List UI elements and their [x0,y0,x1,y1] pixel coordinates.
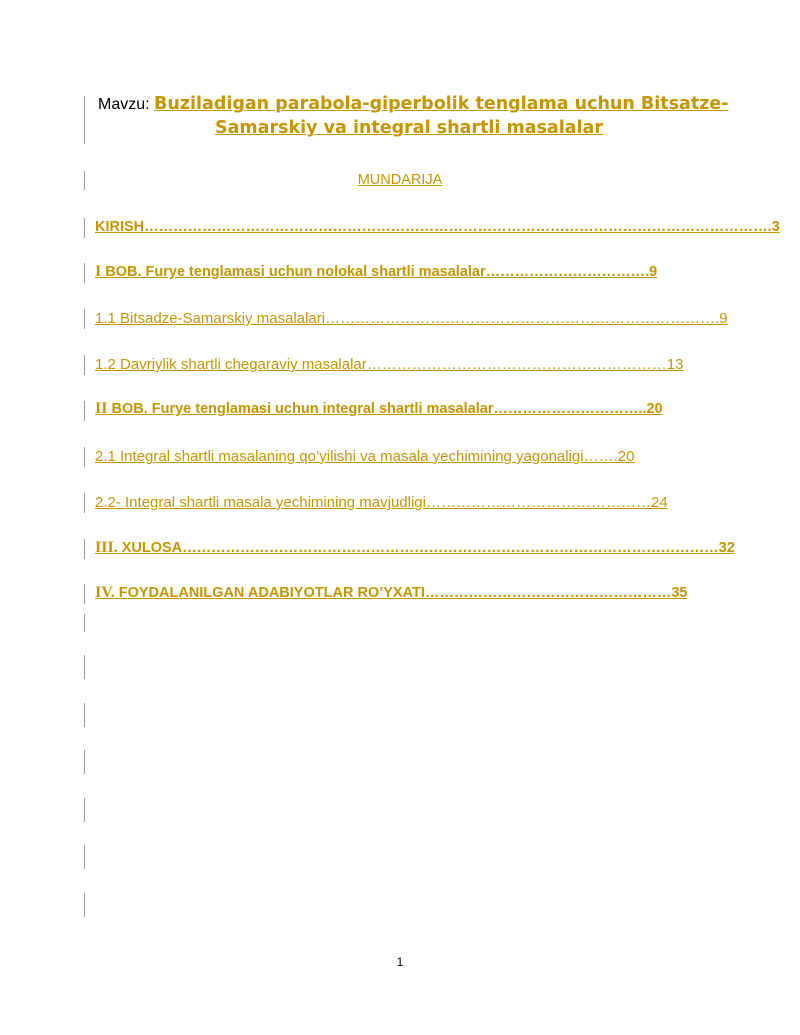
change-bar [84,750,85,774]
toc-entry-text: BOB. Furye tenglamasi uchun integral shartli masalalar…………………………..20 [107,401,663,417]
topic-title-part-1[interactable]: Buziladigan parabola-giperbolik tenglama uchun Bitsatze- [154,94,729,114]
toc-entry-text: 1.1 Bitsadze-Samarskiy masalalari…………………………………………………………………….9 [95,310,728,327]
page-number: 1 [396,955,404,969]
title-line-1 [98,94,729,114]
change-bar [84,263,85,283]
toc-entry-text: XULOSA…………………………………………………………………………………………………32 [117,540,735,556]
change-bar [84,655,85,679]
change-bar [84,401,85,421]
toc-entry-section-2-2[interactable] [95,494,668,511]
toc-entry-chapter-1[interactable] [95,263,657,281]
title-line-2 [98,118,718,138]
topic-label: Mavzu: [98,96,150,113]
toc-entry-numeral: II [95,400,108,417]
toc-entry-text: 2.2- Integral shartli masala yechimining mavjudligi………………………………………24 [95,494,668,511]
document-title [98,94,729,138]
toc-entry-numeral: III. [95,539,118,556]
contents-heading[interactable]: MUNDARIJA [357,172,443,188]
change-bar [84,893,85,917]
change-bar [84,584,85,604]
change-bar [84,447,85,467]
change-bar [84,539,85,559]
toc-entry-kirish[interactable] [95,219,780,235]
change-bar [84,96,85,144]
change-bar [84,845,85,869]
change-bar [84,309,85,329]
toc-entry-text: 2.1 Integral shartli masalaning qo’yilishi va masala yechimining yagonaligi…….20 [95,448,635,465]
change-bar [84,614,85,632]
change-bar [84,493,85,513]
change-bar [84,703,85,727]
change-bar [84,218,85,238]
toc-entry-section-1-1[interactable] [95,310,728,327]
toc-entry-numeral: I [95,263,102,280]
toc-entry-section-1-2[interactable] [95,356,683,373]
toc-entry-text: 1.2 Davriylik shartli chegaraviy masalalar……………………………………………………13 [95,356,684,373]
toc-entry-references[interactable] [95,584,687,602]
toc-entry-section-2-1[interactable] [95,448,634,465]
toc-entry-text: FOYDALANILGAN ADABIYOTLAR RO’YXATI……………………………………………35 [114,585,688,601]
topic-title-part-2[interactable]: Samarskiy va integral shartli masalalar [215,118,603,138]
toc-entry-text: BOB. Furye tenglamasi uchun nolokal shartli masalalar…………………………….9 [101,264,658,280]
toc-entry-text: KIRISH………………………………………………………………………………………………………………….3 [95,219,780,235]
change-bar [84,798,85,822]
toc-entry-numeral: IV. [95,584,115,601]
change-bar [84,355,85,375]
toc-entry-xulosa[interactable] [95,539,735,557]
toc-entry-chapter-2[interactable] [95,400,663,418]
